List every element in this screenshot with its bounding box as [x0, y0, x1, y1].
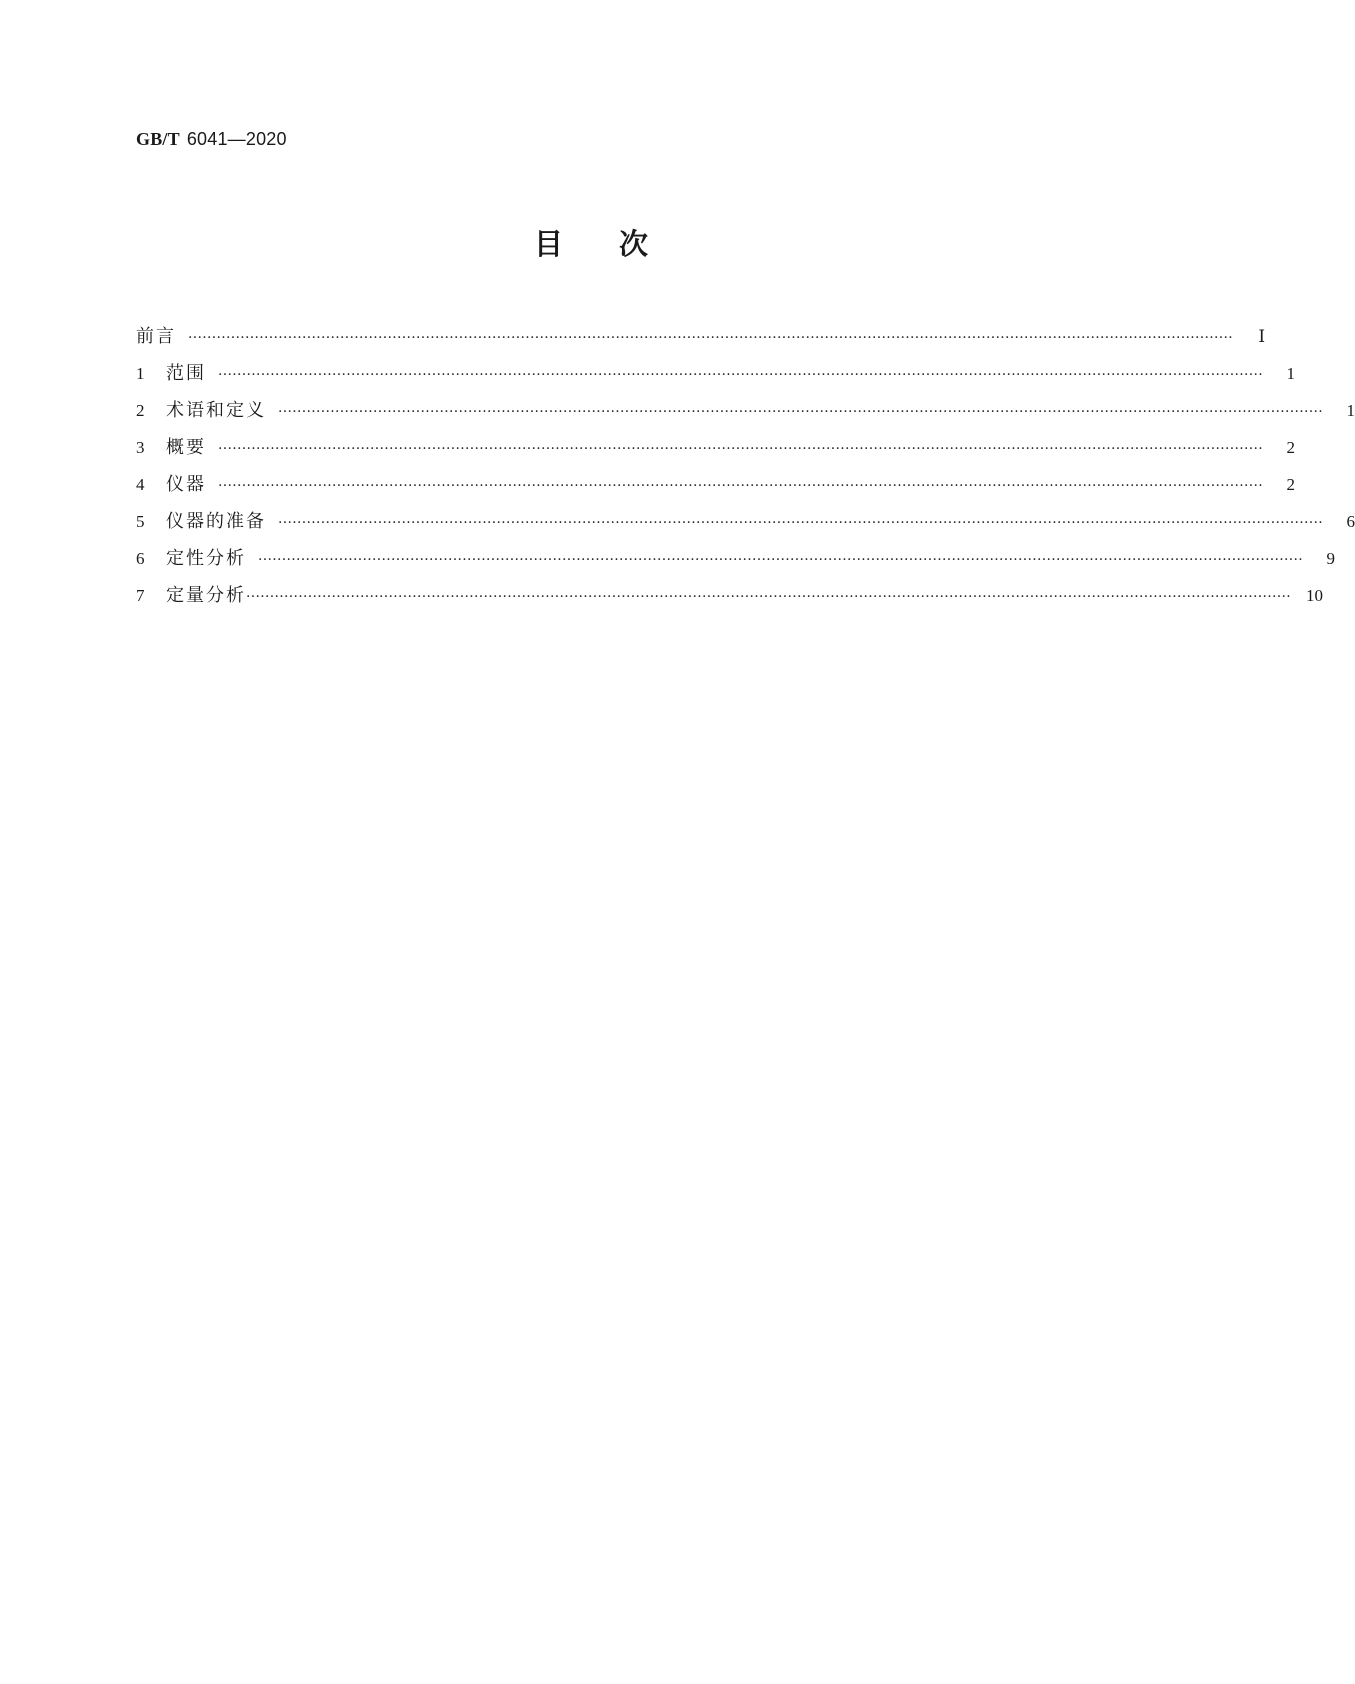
page-title: [534, 226, 648, 262]
toc-item-instrument-preparation[interactable]: [136, 509, 1355, 546]
toc-item-terms[interactable]: [136, 398, 1355, 435]
toc-leader-dots: ····························································································································································································································: [278, 404, 1324, 420]
standard-number: 6041—2020: [186, 129, 287, 149]
toc-leader-dots: ····························································································································································································································: [258, 552, 1304, 568]
toc-item-label: 定量分析: [166, 585, 246, 606]
title-char-left: 目: [534, 227, 564, 261]
toc-leader-dots: ····························································································································································································································: [218, 478, 1264, 494]
toc-item-quantitative-analysis[interactable]: [136, 583, 1324, 620]
toc-leader-dots: ····························································································································································································································: [188, 330, 1234, 346]
table-of-contents: [136, 324, 1355, 620]
toc-item-foreword[interactable]: [136, 324, 1266, 361]
toc-item-number: 2: [136, 401, 145, 420]
toc-item-page: Ⅰ: [1258, 327, 1266, 346]
toc-item-number: 4: [136, 475, 145, 494]
toc-item-label: 范围: [166, 363, 206, 384]
toc-item-page: 2: [1286, 438, 1296, 457]
toc-item-label: 概要: [166, 437, 206, 458]
toc-item-label: 前言: [136, 326, 176, 347]
toc-item-page: 1: [1286, 364, 1296, 383]
toc-item-page: 9: [1326, 549, 1336, 568]
standard-prefix: GB/T: [136, 129, 180, 149]
toc-item-page: 10: [1306, 586, 1324, 605]
toc-item-number: 6: [136, 549, 145, 568]
toc-item-label: 术语和定义: [166, 400, 266, 421]
toc-leader-dots: ····························································································································································································································: [218, 367, 1264, 383]
toc-item-number: 5: [136, 512, 145, 531]
toc-leader-dots: ····························································································································································································································: [218, 441, 1264, 457]
toc-item-label: 仪器: [166, 474, 206, 495]
document-code: [136, 127, 287, 152]
toc-item-number: 3: [136, 438, 145, 457]
toc-item-overview[interactable]: [136, 435, 1296, 472]
toc-item-page: 6: [1346, 512, 1355, 531]
toc-item-qualitative-analysis[interactable]: [136, 546, 1336, 583]
title-char-right: 次: [619, 227, 649, 261]
toc-item-instrument[interactable]: [136, 472, 1296, 509]
toc-item-number: 7: [136, 586, 145, 605]
toc-item-number: 1: [136, 364, 145, 383]
toc-item-scope[interactable]: [136, 361, 1296, 398]
toc-leader-dots: ····························································································································································································································: [278, 515, 1324, 531]
toc-item-label: 定性分析: [166, 548, 246, 569]
toc-item-label: 仪器的准备: [166, 511, 266, 532]
toc-item-page: 1: [1346, 401, 1355, 420]
toc-leader-dots: ····························································································································································································································: [246, 589, 1292, 605]
toc-item-page: 2: [1286, 475, 1296, 494]
